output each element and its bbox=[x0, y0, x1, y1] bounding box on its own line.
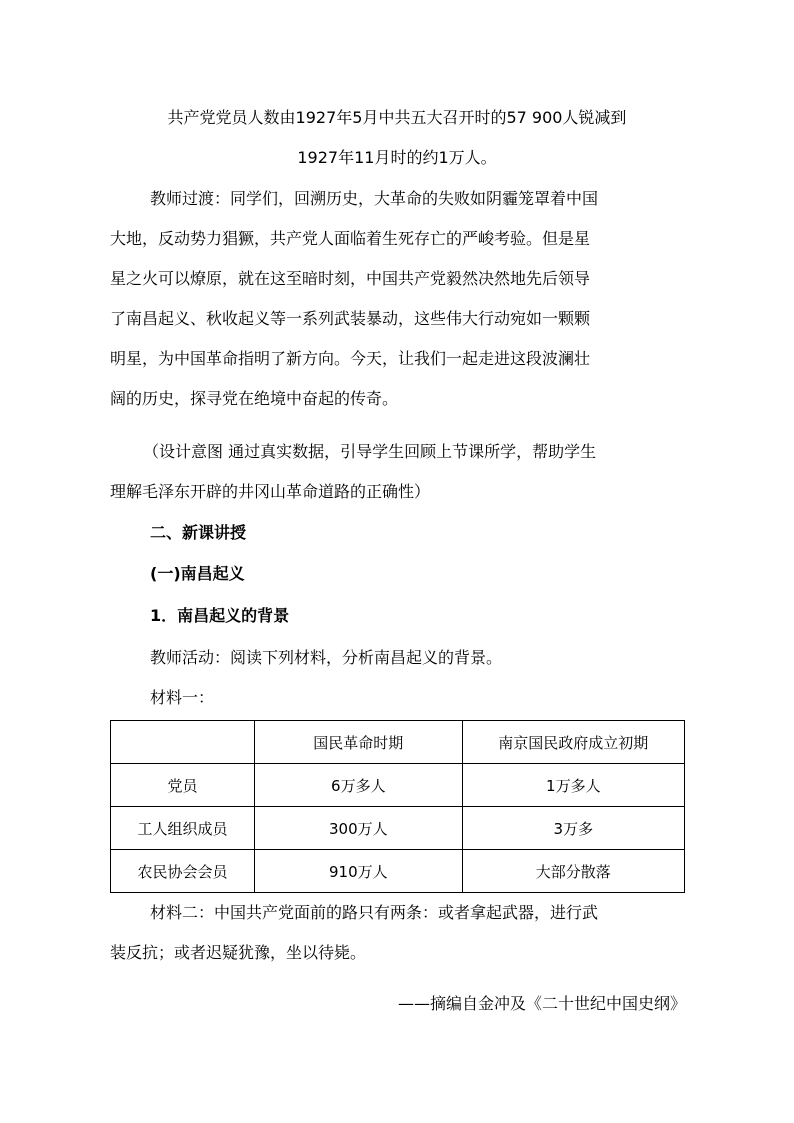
material-2-source: ——摘编自金冲及《二十世纪中国史纲》 bbox=[397, 994, 686, 1013]
table-cell: 6万多人 bbox=[255, 764, 463, 807]
transition-line-6: 阔的历史，探寻党在绝境中奋起的传奇。 bbox=[110, 389, 399, 408]
transition-line-2: 大地，反动势力猖獗，共产党人面临着生死存亡的严峻考验。但是星 bbox=[110, 229, 591, 248]
design-note-line-1: （设计意图 通过真实数据，引导学生回顾上节课所学，帮助学生 bbox=[143, 442, 597, 461]
transition-line-5: 明星，为中国革命指明了新方向。今天，让我们一起走进这段波澜壮 bbox=[110, 349, 591, 368]
stat-line-1: 共产党党员人数由1927年5月中共五大召开时的57 900人锐减到 bbox=[167, 108, 627, 127]
table-header-row bbox=[111, 721, 685, 764]
transition-line-1: 教师过渡：同学们，回溯历史，大革命的失败如阴霾笼罩着中国 bbox=[150, 189, 599, 208]
table-cell: 910万人 bbox=[255, 850, 463, 893]
transition-line-4: 了南昌起义、秋收起义等一系列武装暴动，这些伟大行动宛如一颗颗 bbox=[110, 309, 591, 328]
material-2-line-2: 装反抗；或者迟疑犹豫，坐以待毙。 bbox=[110, 943, 367, 962]
table-cell: 1万多人 bbox=[462, 764, 684, 807]
item-heading: 1．南昌起义的背景 bbox=[150, 606, 290, 625]
membership-table bbox=[110, 720, 685, 893]
table-cell: 3万多 bbox=[462, 807, 684, 850]
teacher-activity: 教师活动：阅读下列材料，分析南昌起义的背景。 bbox=[150, 648, 503, 667]
stat-line-2: 1927年11月时的约1万人。 bbox=[297, 148, 497, 167]
transition-line-3: 星之火可以燎原，就在这至暗时刻，中国共产党毅然决然地先后领导 bbox=[110, 269, 591, 288]
subsection-heading: (一)南昌起义 bbox=[150, 564, 245, 583]
table-row bbox=[111, 807, 685, 850]
table-cell: 党员 bbox=[111, 764, 255, 807]
material-1-label: 材料一： bbox=[150, 688, 215, 707]
table-cell: 大部分散落 bbox=[462, 850, 684, 893]
design-note-line-2: 理解毛泽东开辟的井冈山革命道路的正确性） bbox=[110, 482, 431, 501]
material-2-line-1: 材料二：中国共产党面前的路只有两条：或者拿起武器，进行武 bbox=[150, 903, 599, 922]
table-header-cell: 南京国民政府成立初期 bbox=[462, 721, 684, 764]
table-header-cell: 国民革命时期 bbox=[255, 721, 463, 764]
table-cell: 工人组织成员 bbox=[111, 807, 255, 850]
table-cell: 农民协会会员 bbox=[111, 850, 255, 893]
table-row bbox=[111, 764, 685, 807]
table-cell: 300万人 bbox=[255, 807, 463, 850]
section-heading: 二、新课讲授 bbox=[150, 523, 247, 542]
table-header-cell bbox=[111, 721, 255, 764]
table-row bbox=[111, 850, 685, 893]
